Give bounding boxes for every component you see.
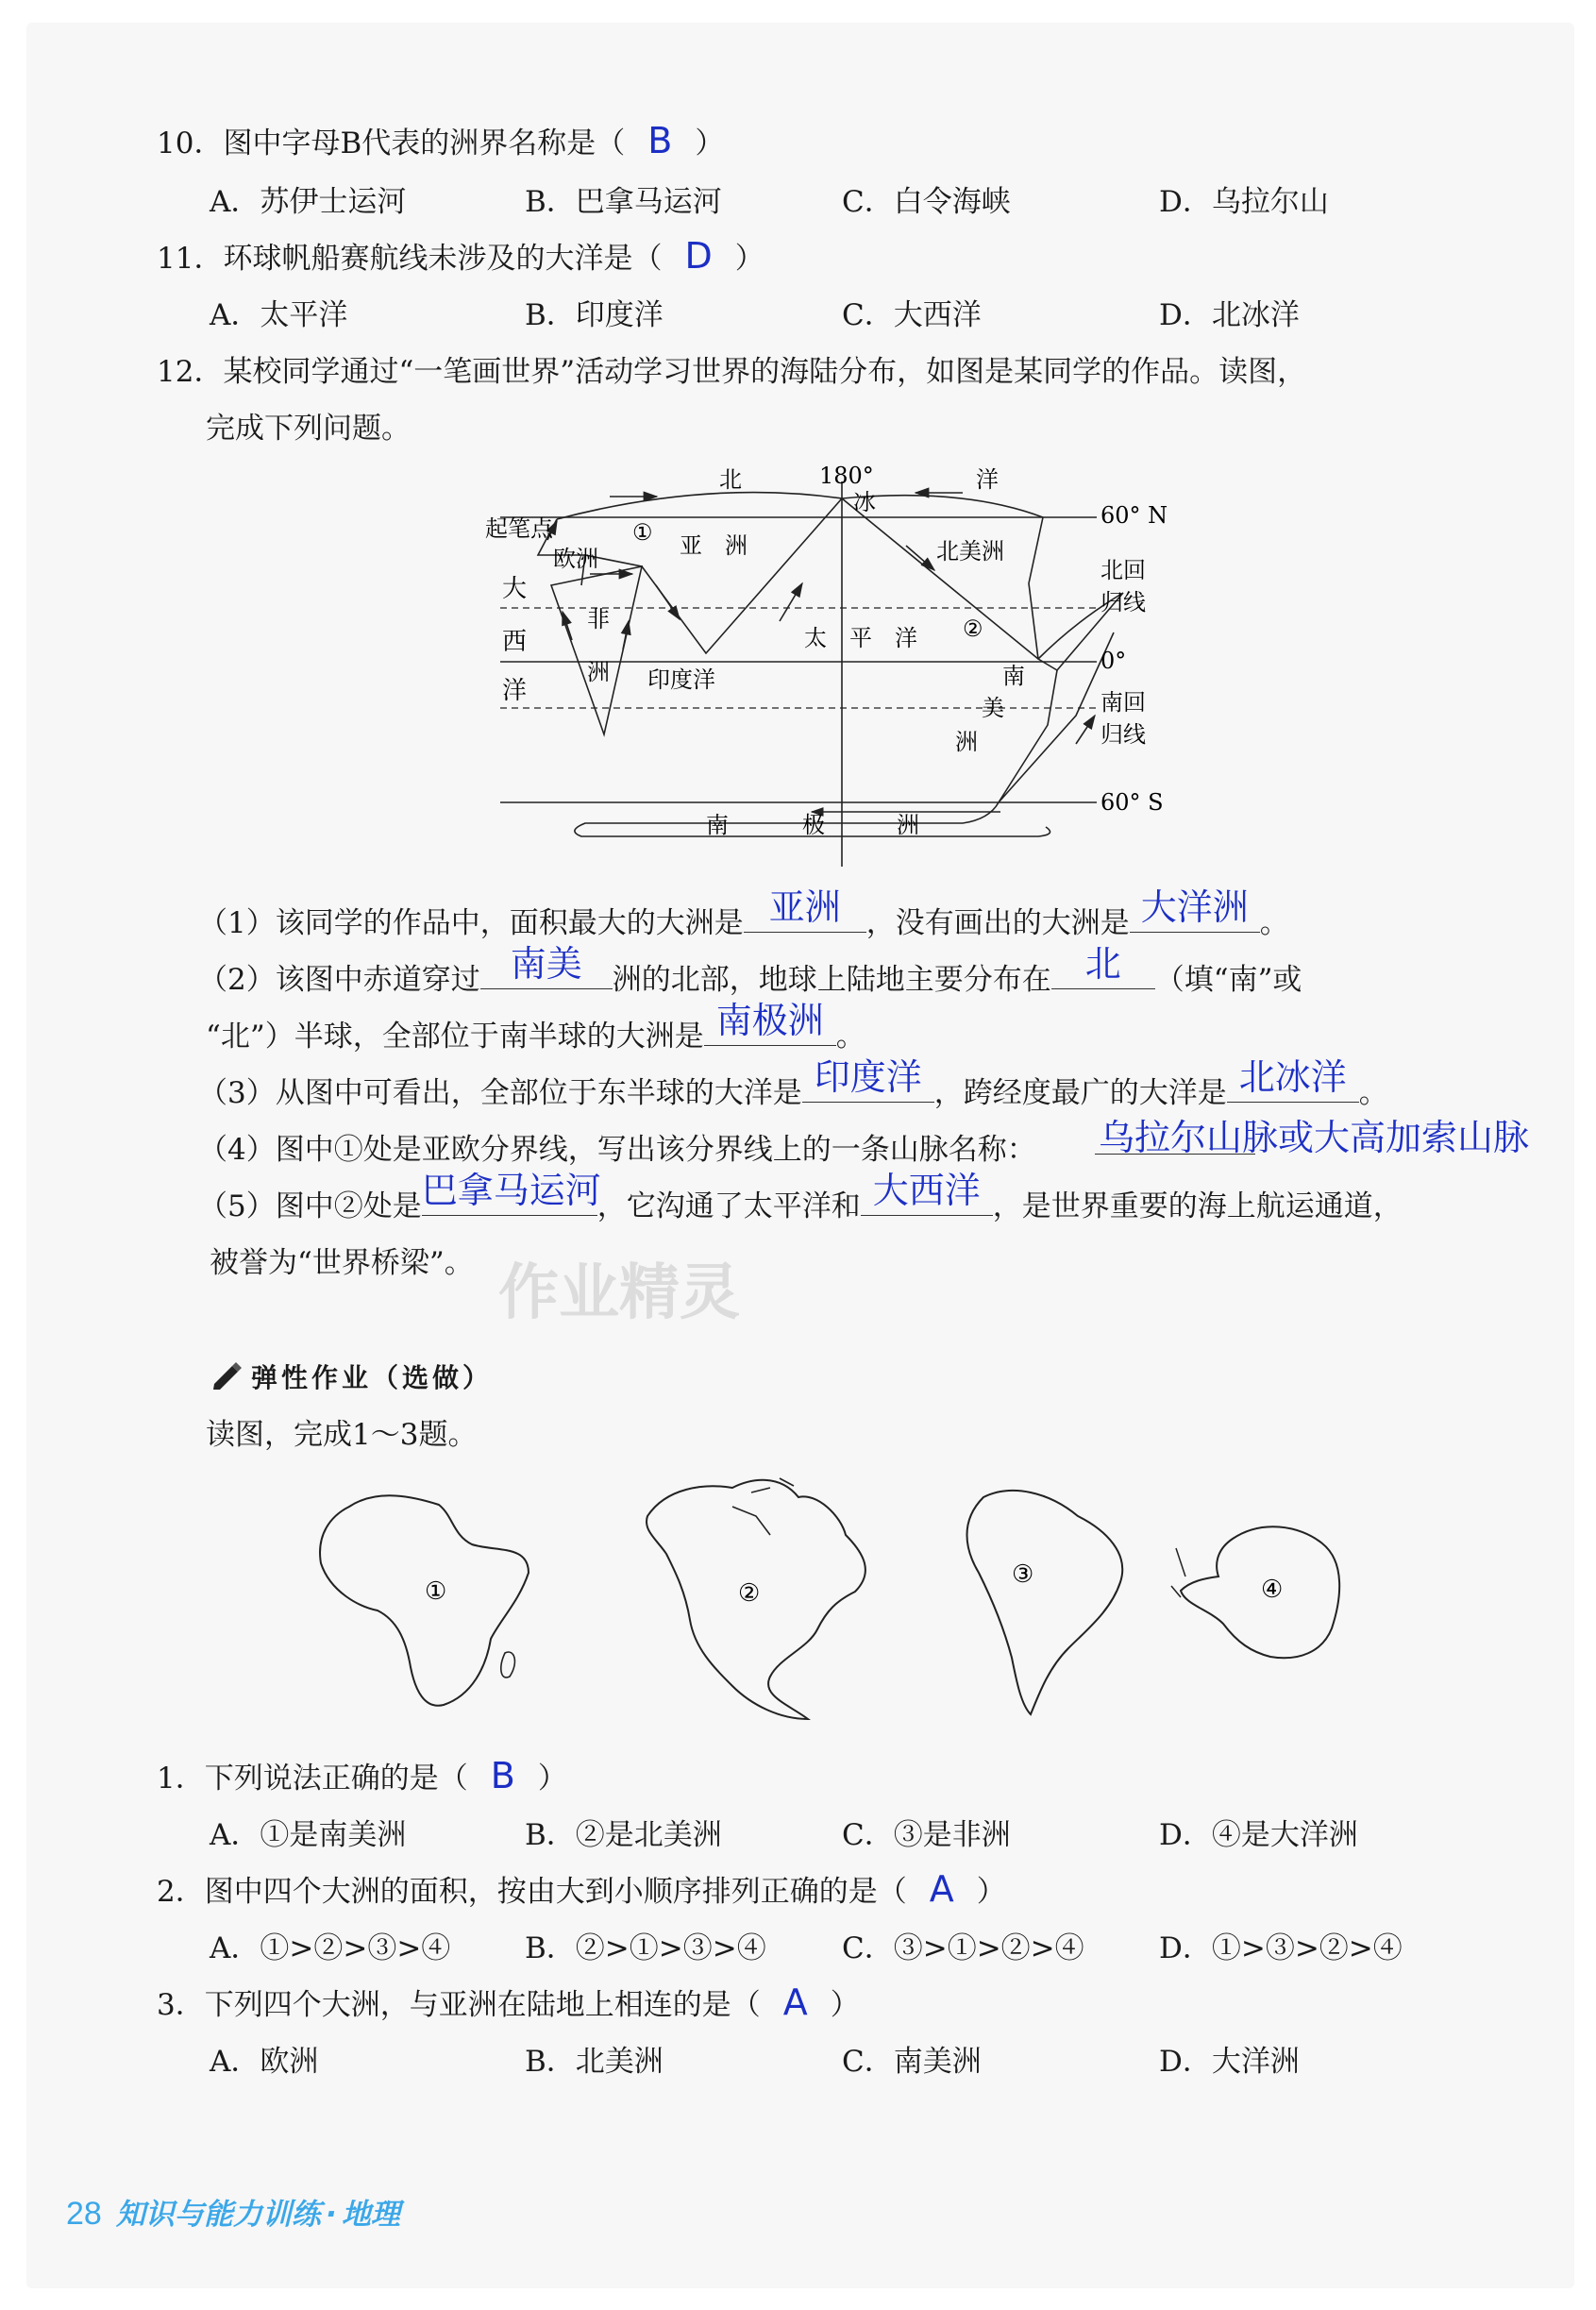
q11-option-a[interactable]: A．太平洋 — [210, 298, 348, 332]
arrow-asia — [656, 585, 680, 619]
question-10 — [157, 119, 724, 161]
question-12-stem-line1: 12．某校同学通过“一笔画世界”活动学习世界的海陆分布，如图是某同学的作品。读图， — [157, 355, 1307, 389]
q12-sub5-text-b: ，它沟通了太平洋和 — [596, 1189, 861, 1223]
q12-sub5-text-c: ，是世界重要的海上航运通道， — [992, 1189, 1403, 1223]
label-yang: 洋 — [502, 677, 528, 705]
e3-option-a[interactable]: A．欧洲 — [210, 2045, 319, 2079]
label-asia: 亚 洲 — [680, 532, 748, 559]
label-ant-ji: 极 — [802, 812, 825, 838]
book-title: 知识与能力训练 — [115, 2198, 321, 2232]
elastic-q2-answer: A — [929, 1868, 954, 1910]
q12-sub2-text-c: （填“南”或 — [1154, 963, 1302, 997]
north-america-outline — [1029, 517, 1057, 670]
q12-sub3 — [198, 1056, 1388, 1111]
elastic-q1-answer: B — [490, 1755, 515, 1796]
q12-sub5-text-a: （5）图中②处是 — [198, 1189, 422, 1223]
q10-option-c[interactable]: C．白令海峡 — [842, 185, 1011, 219]
label-ant-nan: 南 — [706, 812, 729, 838]
footer-dot: · — [326, 2198, 337, 2232]
q12-sub3-answer-2: 北冰洋 — [1238, 1056, 1347, 1098]
q12-sub1-text-a: （1）该同学的作品中，面积最大的大洲是 — [198, 906, 744, 940]
subject-name: 地理 — [341, 2198, 400, 2232]
label-africa-zhou: 洲 — [587, 659, 610, 685]
south-america-outline — [999, 632, 1114, 802]
label-north: 北 — [719, 466, 742, 493]
q12-sub4-text-a: （4）图中①处是亚欧分界线，写出该分界线上的一条山脉名称： — [198, 1133, 1036, 1167]
map-label-2: ② — [738, 1579, 761, 1608]
watermark: 作业精灵 — [498, 1258, 740, 1328]
arrow-pacific — [780, 583, 802, 621]
label-start-point: 起笔点 — [485, 515, 553, 542]
label-pacific: 太 平 洋 — [804, 625, 917, 651]
elastic-q2-stem: 2．图中四个大洲的面积，按由大到小顺序排列正确的是（ — [157, 1875, 907, 1909]
page-number: 28 — [66, 2196, 102, 2232]
e2-option-d[interactable]: D．①>③>②>④ — [1159, 1931, 1403, 1965]
q12-sub5-blank-2[interactable] — [861, 1170, 993, 1216]
e3-option-c[interactable]: C．南美洲 — [842, 2045, 982, 2079]
q12-sub1-text-c: 。 — [1259, 906, 1289, 940]
e3-option-d[interactable]: D．大洋洲 — [1159, 2045, 1300, 2079]
q12-sub5-answer-1: 巴拿马运河 — [421, 1170, 601, 1211]
q12-sub2-text-d: “北”）半球，全部位于南半球的大洲是 — [206, 1020, 704, 1054]
map-label-1: ① — [425, 1577, 447, 1606]
question-10-stem: 10．图中字母B代表的洲界名称是（ — [157, 126, 626, 160]
q11-option-d[interactable]: D．北冰洋 — [1159, 298, 1300, 332]
q12-sub2-answer-1: 南美 — [510, 943, 582, 985]
label-ice: 冰 — [853, 489, 876, 515]
q12-sub1-text-b: ，没有画出的大洲是 — [865, 906, 1130, 940]
map-africa — [311, 1478, 538, 1714]
elastic-intro: 读图，完成1～3题。 — [206, 1418, 478, 1452]
elastic-q3-answer: A — [782, 1981, 808, 2023]
q12-sub2-answer-2: 北 — [1084, 943, 1121, 985]
e2-option-c[interactable]: C．③>①>②>④ — [842, 1931, 1084, 1965]
label-tropic-n-2: 归线 — [1100, 589, 1146, 615]
q10-option-d[interactable]: D．乌拉尔山 — [1159, 185, 1329, 219]
label-tropic-n-1: 北回 — [1100, 557, 1146, 583]
q12-sub3-answer-1: 印度洋 — [814, 1056, 922, 1098]
label-da: 大 — [502, 575, 528, 603]
africa-outline — [551, 566, 642, 734]
q12-sub2-text-b: 洲的北部，地球上陆地主要分布在 — [612, 963, 1051, 997]
q12-sub5-blank-1[interactable] — [421, 1170, 601, 1216]
label-tropic-s-2: 归线 — [1100, 721, 1146, 748]
map-label-3: ③ — [1012, 1560, 1034, 1589]
e3-option-b[interactable]: B．北美洲 — [525, 2045, 664, 2079]
q12-sub2-line2 — [206, 1000, 865, 1054]
elastic-q2-close: ） — [976, 1875, 1006, 1909]
e1-option-c[interactable]: C．③是非洲 — [842, 1818, 1011, 1852]
label-circle-2: ② — [963, 615, 983, 642]
label-sam-mei: 美 — [982, 695, 1004, 721]
arrow-samerica — [1076, 716, 1095, 744]
e2-option-b[interactable]: B．②>①>③>④ — [525, 1931, 766, 1965]
map-antarctica — [1167, 1510, 1355, 1690]
q12-sub2-blank-2[interactable] — [1051, 943, 1155, 989]
question-11-close: ） — [734, 242, 764, 276]
pencil-icon — [211, 1361, 244, 1393]
elastic-q1-stem: 1．下列说法正确的是（ — [157, 1762, 468, 1796]
q12-sub2-blank-1[interactable] — [480, 943, 613, 989]
elastic-question-1 — [157, 1754, 567, 1796]
e1-option-d[interactable]: D．④是大洋洲 — [1159, 1818, 1358, 1852]
label-180: 180° — [819, 463, 874, 489]
q12-sub3-text-c: 。 — [1358, 1076, 1388, 1110]
arrow-africa-east — [623, 621, 629, 649]
q12-sub1-answer-1: 亚洲 — [768, 886, 841, 928]
elastic-homework-title: 弹性作业（选做） — [251, 1362, 494, 1393]
label-ant-zhou: 洲 — [897, 812, 919, 838]
label-ocean-top: 洋 — [976, 466, 999, 493]
q12-sub3-text-b: ，跨经度最广的大洋是 — [933, 1076, 1227, 1110]
map-north-america — [638, 1459, 893, 1724]
q12-sub1-blank-2[interactable] — [1130, 886, 1260, 933]
q12-sub2-text-e: 。 — [835, 1020, 865, 1054]
question-10-close: ） — [695, 126, 725, 160]
q12-sub1-answer-2: 大洋洲 — [1140, 886, 1249, 928]
q12-sub2-blank-3[interactable] — [704, 1000, 836, 1046]
label-africa-fei: 非 — [587, 606, 610, 632]
question-11 — [157, 234, 764, 277]
label-circle-1: ① — [632, 519, 653, 546]
q12-sub5-line1 — [198, 1170, 1403, 1224]
label-tropic-s-1: 南回 — [1100, 689, 1146, 716]
elastic-q3-stem: 3．下列四个大洲，与亚洲在陆地上相连的是（ — [157, 1988, 761, 2022]
label-60n: 60° N — [1100, 502, 1168, 529]
q11-option-b[interactable]: B．印度洋 — [525, 298, 664, 332]
q12-sub5-line2: 被誉为“世界桥梁”。 — [210, 1246, 474, 1280]
e2-option-a[interactable]: A．①>②>③>④ — [210, 1931, 451, 1965]
question-10-answer: B — [647, 120, 673, 161]
arrow-africa-west — [563, 612, 572, 640]
label-60s: 60° S — [1100, 789, 1164, 816]
map-label-4: ④ — [1261, 1576, 1284, 1604]
elastic-question-3 — [157, 1981, 860, 2023]
one-stroke-world-diagram — [472, 461, 1189, 867]
elastic-q3-close: ） — [830, 1988, 860, 2022]
elastic-question-2 — [157, 1867, 1006, 1910]
q12-sub3-blank-2[interactable] — [1227, 1056, 1359, 1103]
label-sam-nan: 南 — [1002, 663, 1025, 689]
label-indian-ocean: 印度洋 — [647, 666, 715, 693]
question-11-answer: D — [684, 235, 713, 277]
label-north-america: 北美洲 — [936, 538, 1004, 565]
q12-sub2-text-a: （2）该图中赤道穿过 — [198, 963, 480, 997]
label-europe: 欧洲 — [553, 546, 598, 572]
e1-option-a[interactable]: A．①是南美洲 — [210, 1818, 407, 1852]
label-sam-zhou: 洲 — [955, 729, 978, 755]
q12-sub3-blank-1[interactable] — [802, 1056, 934, 1103]
map-south-america — [946, 1478, 1134, 1724]
elastic-q1-close: ） — [537, 1762, 567, 1796]
q10-option-b[interactable]: B．巴拿马运河 — [525, 185, 722, 219]
q12-sub2-answer-3: 南极洲 — [715, 1000, 824, 1041]
e1-option-b[interactable]: B．②是北美洲 — [525, 1818, 722, 1852]
question-12-stem-line2: 完成下列问题。 — [206, 412, 411, 446]
q12-sub3-text-a: （3）从图中可看出，全部位于东半球的大洋是 — [198, 1076, 802, 1110]
q12-sub4-answer: 乌拉尔山脉或大高加索山脉 — [1099, 1117, 1530, 1158]
label-equator: 0° — [1100, 648, 1127, 674]
q12-sub1-blank-1[interactable] — [744, 886, 866, 933]
footer — [66, 2190, 400, 2233]
q10-option-a[interactable]: A．苏伊士运河 — [210, 185, 407, 219]
q12-sub5-answer-2: 大西洋 — [872, 1170, 981, 1211]
question-11-stem: 11．环球帆船赛航线未涉及的大洋是（ — [157, 242, 663, 276]
q11-option-c[interactable]: C．大西洋 — [842, 298, 982, 332]
arrow-namerica — [906, 546, 934, 570]
label-xi: 西 — [502, 628, 528, 656]
